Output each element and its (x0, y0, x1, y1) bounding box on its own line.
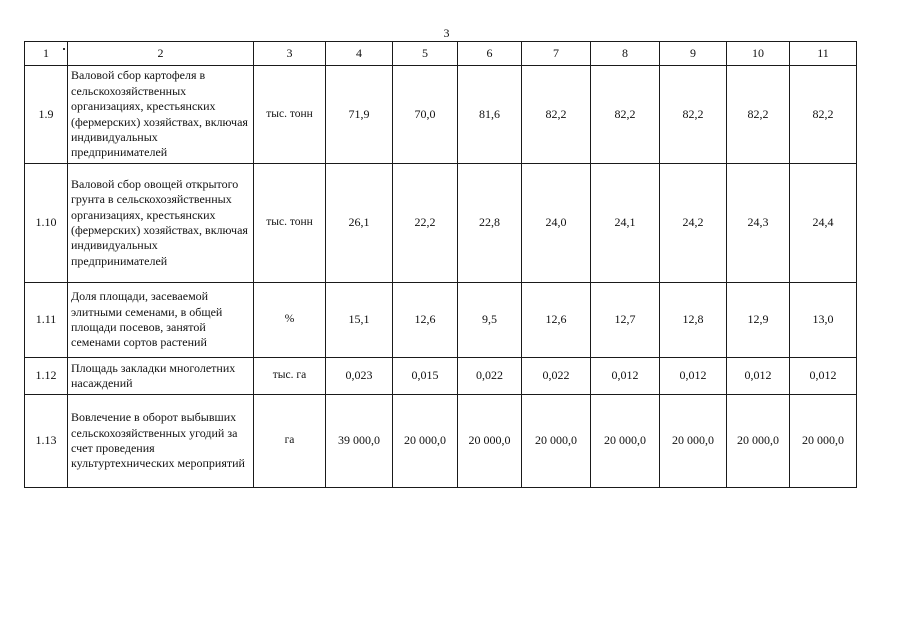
value-cell: 22,8 (458, 164, 522, 283)
header-cell: 3 (254, 42, 326, 66)
table-row (25, 66, 857, 164)
value-cell: 20 000,0 (790, 395, 857, 488)
header-col-1: 1 (43, 45, 49, 60)
value-cell: 20 000,0 (458, 395, 522, 488)
indicator-name: Доля площади, засеваемой элитными семенами, в общей площади посевов, занятой семенами сортов растений (68, 283, 254, 358)
value-cell: 0,015 (393, 358, 458, 395)
table-row (25, 164, 857, 283)
header-cell: 2 (68, 42, 254, 66)
value-cell: 0,023 (326, 358, 393, 395)
value-cell: 20 000,0 (660, 395, 727, 488)
value-cell: 20 000,0 (591, 395, 660, 488)
value-cell: 24,0 (522, 164, 591, 283)
value-cell: 24,1 (591, 164, 660, 283)
header-cell: 11 (790, 42, 857, 66)
table-row (25, 358, 857, 395)
value-cell: 24,3 (727, 164, 790, 283)
row-number: 1.10 (25, 164, 68, 283)
value-cell: 71,9 (326, 66, 393, 164)
value-cell: 20 000,0 (522, 395, 591, 488)
unit-cell: тыс. тонн (254, 164, 326, 283)
indicator-name: Вовлечение в оборот выбывших сельскохозяйственных угодий за счет проведения культуртехнических мероприятий (68, 395, 254, 488)
row-number: 1.9 (25, 66, 68, 164)
unit-cell: тыс. тонн (254, 66, 326, 164)
value-cell: 24,2 (660, 164, 727, 283)
value-cell: 12,6 (393, 283, 458, 358)
value-cell: 26,1 (326, 164, 393, 283)
indicators-table (24, 41, 857, 488)
header-cell: 10 (727, 42, 790, 66)
value-cell: 70,0 (393, 66, 458, 164)
unit-cell: тыс. га (254, 358, 326, 395)
value-cell: 20 000,0 (393, 395, 458, 488)
unit-cell: % (254, 283, 326, 358)
value-cell: 82,2 (591, 66, 660, 164)
value-cell: 0,022 (458, 358, 522, 395)
value-cell: 82,2 (790, 66, 857, 164)
value-cell: 39 000,0 (326, 395, 393, 488)
header-cell (25, 42, 68, 66)
indicator-name: Валовой сбор картофеля в сельскохозяйственных организациях, крестьянских (фермерских) хозяйствах, включая индивидуальных предпринимателей (68, 66, 254, 164)
value-cell: 12,6 (522, 283, 591, 358)
value-cell: 0,012 (727, 358, 790, 395)
indicator-name: Валовой сбор овощей открытого грунта в сельскохозяйственных организациях, крестьянских (фермерских) хозяйствах, включая индивидуальных предпринимателей (68, 164, 254, 283)
value-cell: 82,2 (522, 66, 591, 164)
value-cell: 12,9 (727, 283, 790, 358)
value-cell: 0,012 (790, 358, 857, 395)
header-cell: 6 (458, 42, 522, 66)
value-cell: 12,7 (591, 283, 660, 358)
page-number: 3 (443, 26, 450, 40)
header-cell: 9 (660, 42, 727, 66)
value-cell: 13,0 (790, 283, 857, 358)
header-cell: 8 (591, 42, 660, 66)
row-number: 1.12 (25, 358, 68, 395)
value-cell: 82,2 (660, 66, 727, 164)
value-cell: 82,2 (727, 66, 790, 164)
unit-cell: га (254, 395, 326, 488)
value-cell: 0,012 (660, 358, 727, 395)
value-cell: 20 000,0 (727, 395, 790, 488)
value-cell: 12,8 (660, 283, 727, 358)
header-cell: 5 (393, 42, 458, 66)
header-cell: 4 (326, 42, 393, 66)
value-cell: 81,6 (458, 66, 522, 164)
value-cell: 22,2 (393, 164, 458, 283)
value-cell: 9,5 (458, 283, 522, 358)
indicator-name: Площадь закладки многолетних насаждений (68, 358, 254, 395)
header-cell: 7 (522, 42, 591, 66)
table-row (25, 395, 857, 488)
value-cell: 15,1 (326, 283, 393, 358)
row-number: 1.13 (25, 395, 68, 488)
row-number: 1.11 (25, 283, 68, 358)
value-cell: 0,022 (522, 358, 591, 395)
value-cell: 0,012 (591, 358, 660, 395)
table-header-row (25, 42, 857, 66)
value-cell: 24,4 (790, 164, 857, 283)
table-row (25, 283, 857, 358)
